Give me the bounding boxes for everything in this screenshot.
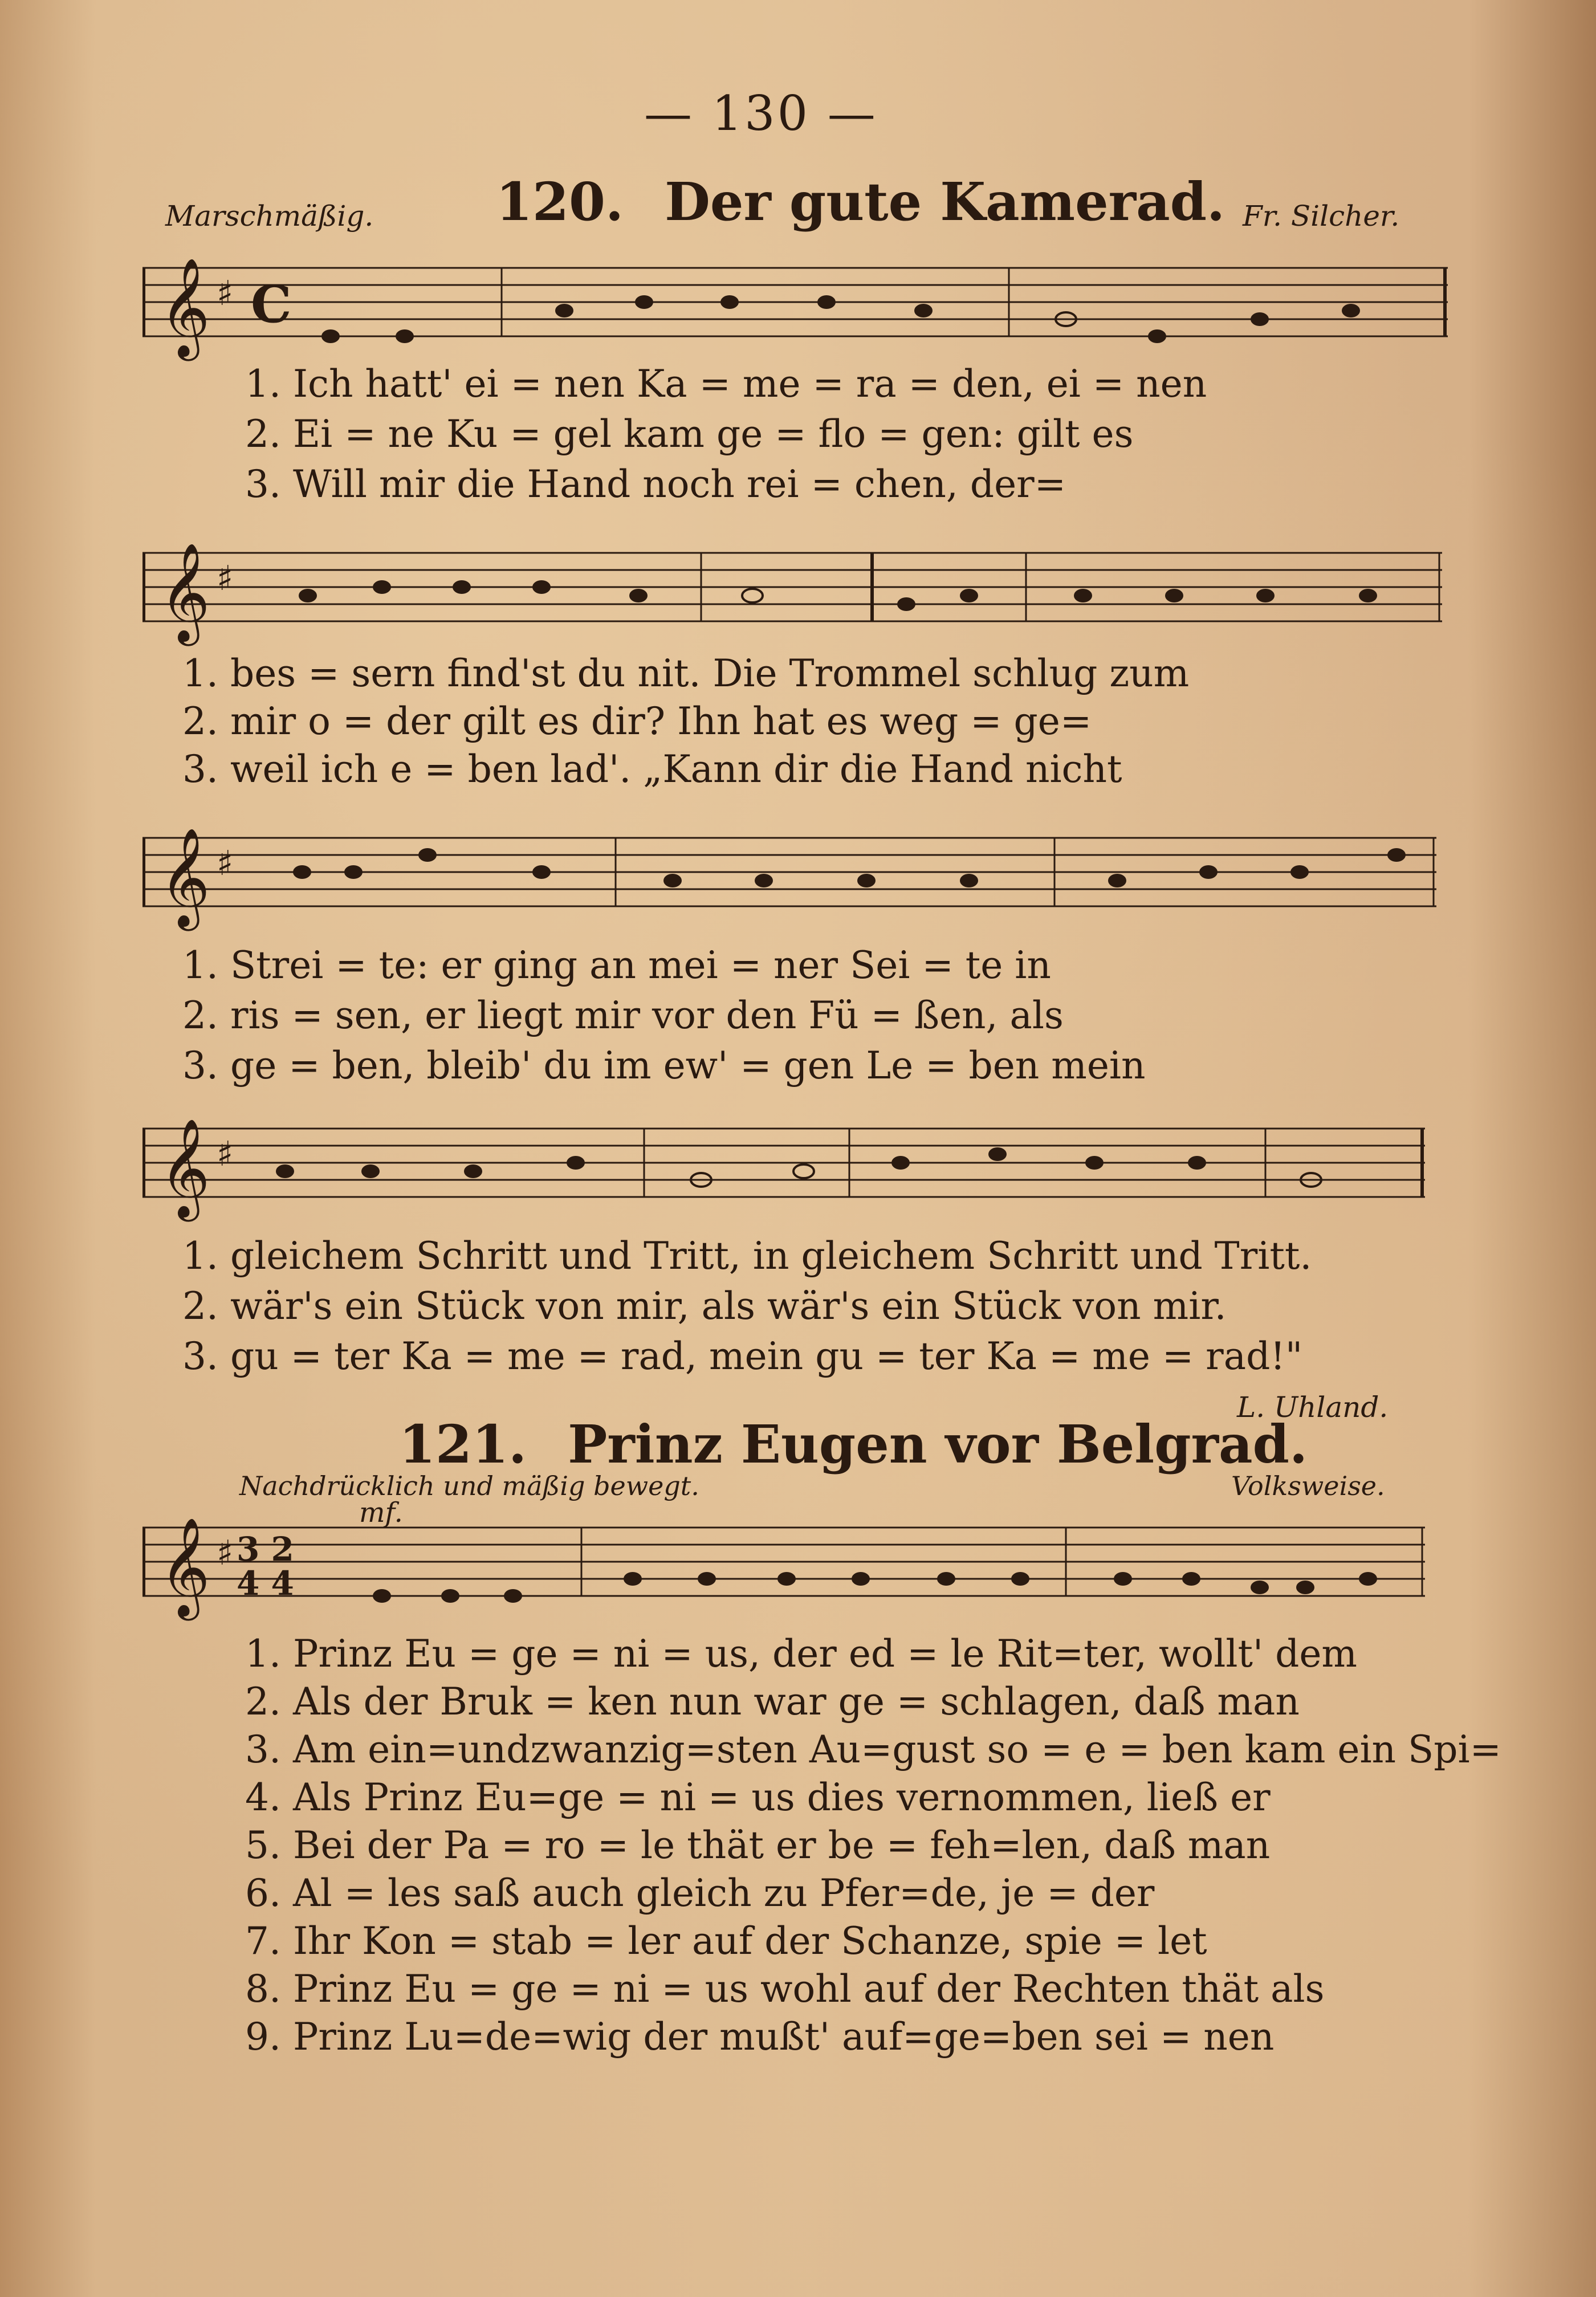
lyric-line: 3. weil ich e = ben lad'. „Kann dir die Hand nicht xyxy=(182,747,1122,791)
lyrics-system-1 xyxy=(245,359,1207,510)
music-staff-5 xyxy=(142,1499,1453,1624)
lyric-line: 8. Prinz Eu = ge = ni = us wohl auf der Rechten thät als xyxy=(245,1967,1325,2011)
svg-text:𝄞: 𝄞 xyxy=(160,1118,210,1217)
svg-text:♯: ♯ xyxy=(217,844,234,883)
lyrics-song-121 xyxy=(245,1630,1501,2061)
lyric-line: 6. Al = les saß auch gleich zu Pfer=de, je = der xyxy=(245,1871,1155,1915)
lyricist: L. Uhland. xyxy=(1237,1391,1389,1424)
song-number: 120. xyxy=(496,171,624,233)
song-title-121 xyxy=(399,1414,1308,1475)
song-number: 121. xyxy=(399,1414,527,1475)
lyric-line: 3. Am ein=undzwanzig=sten Au=gust so = e = ben kam ein Spi= xyxy=(245,1728,1501,1771)
lyric-line: 3. ge = ben, bleib' du im ew' = gen Le = ben mein xyxy=(182,1044,1146,1088)
svg-text:𝄞: 𝄞 xyxy=(160,828,210,927)
lyric-line: 1. bes = sern find'st du nit. Die Trommel schlug zum xyxy=(182,651,1190,695)
lyrics-system-4 xyxy=(182,1231,1312,1382)
tempo-marking: Nachdrücklich und mäßig bewegt. xyxy=(239,1471,699,1501)
lyric-line: 4. Als Prinz Eu=ge = ni = us dies vernommen, ließ er xyxy=(245,1775,1271,1819)
dynamic-marking: mf. xyxy=(359,1499,403,1529)
time-signature-top: 3 2 xyxy=(237,1530,294,1569)
song-title-120 xyxy=(496,171,1225,233)
song-title: Der gute Kamerad. xyxy=(665,171,1226,233)
source: Volksweise. xyxy=(1231,1471,1385,1501)
time-signature-bottom: 4 4 xyxy=(237,1564,294,1603)
lyric-line: 2. ris = sen, er liegt mir vor den Fü = ßen, als xyxy=(182,993,1064,1037)
svg-text:♯: ♯ xyxy=(217,559,234,598)
lyric-line: 1. Ich hatt' ei = nen Ka = me = ra = den, ei = nen xyxy=(245,362,1207,406)
svg-text:𝄞: 𝄞 xyxy=(160,543,210,642)
treble-clef-icon: 𝄞 xyxy=(160,258,210,357)
common-time-icon: C xyxy=(251,274,292,335)
lyric-line: 1. Strei = te: er ging an mei = ner Sei = te in xyxy=(182,943,1051,987)
svg-text:♯: ♯ xyxy=(217,1134,234,1174)
svg-text:♯: ♯ xyxy=(217,1533,234,1573)
lyric-line: 9. Prinz Lu=de=wig der mußt' auf=ge=ben sei = nen xyxy=(245,2015,1275,2059)
lyrics-system-2 xyxy=(182,650,1189,793)
lyric-line: 2. wär's ein Stück von mir, als wär's ein Stück von mir. xyxy=(182,1284,1227,1328)
music-staff-3 xyxy=(142,821,1453,935)
composer: Fr. Silcher. xyxy=(1243,199,1400,233)
lyric-line: 3. Will mir die Hand noch rei = chen, der= xyxy=(245,462,1066,506)
music-staff-1 xyxy=(142,251,1453,370)
lyric-line: 2. mir o = der gilt es dir? Ihn hat es weg = ge= xyxy=(182,699,1092,743)
music-staff-2 xyxy=(142,536,1453,650)
lyric-line: 2. Ei = ne Ku = gel kam ge = flo = gen: gilt es xyxy=(245,412,1134,456)
lyric-line: 1. Prinz Eu = ge = ni = us, der ed = le Rit=ter, wollt' dem xyxy=(245,1632,1357,1676)
lyric-line: 1. gleichem Schritt und Tritt, in gleichem Schritt und Tritt. xyxy=(182,1234,1312,1278)
music-staff-4 xyxy=(142,1111,1453,1225)
lyrics-system-3 xyxy=(182,940,1146,1091)
page-number: — 130 — xyxy=(644,85,878,141)
tempo-marking: Marschmäßig. xyxy=(165,199,374,233)
sharp-icon: ♯ xyxy=(217,274,234,313)
song-title: Prinz Eugen vor Belgrad. xyxy=(568,1414,1308,1475)
lyric-line: 7. Ihr Kon = stab = ler auf der Schanze, spie = let xyxy=(245,1919,1207,1963)
lyric-line: 2. Als der Bruk = ken nun war ge = schlagen, daß man xyxy=(245,1680,1300,1724)
lyric-line: 5. Bei der Pa = ro = le thät er be = feh=len, daß man xyxy=(245,1823,1271,1867)
svg-text:𝄞: 𝄞 xyxy=(160,1517,210,1616)
lyric-line: 3. gu = ter Ka = me = rad, mein gu = ter Ka = me = rad!" xyxy=(182,1334,1303,1378)
